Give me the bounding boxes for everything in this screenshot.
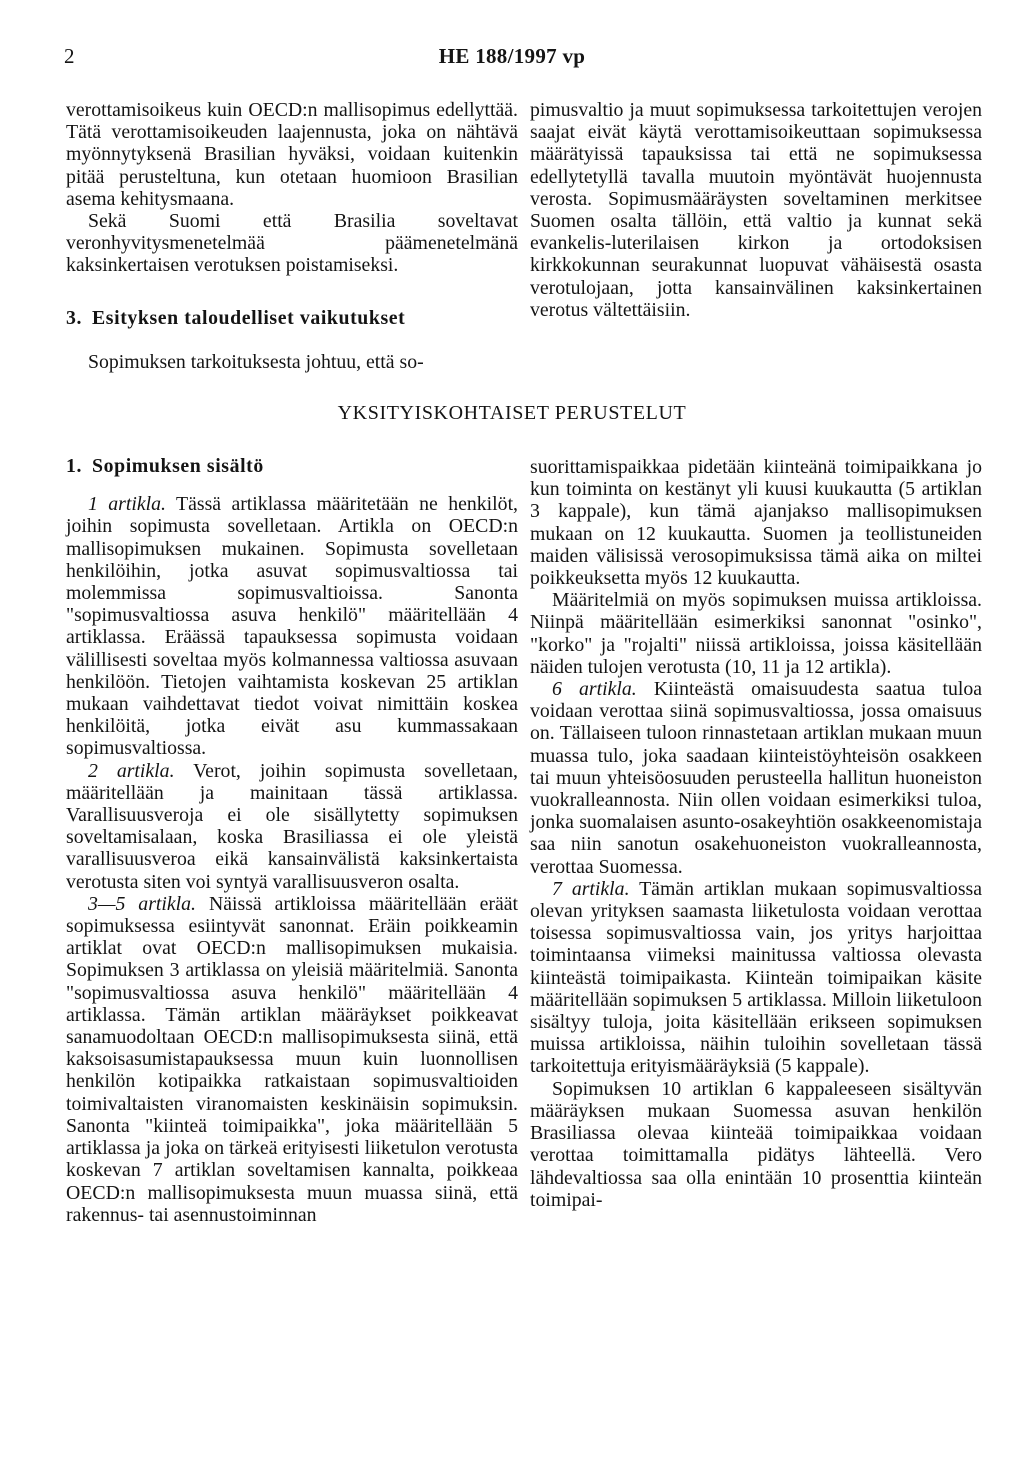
paragraph: pimusvaltio ja muut sopimuksessa tarkoitettujen verojen saajat eivät käytä verottamisoikeuttaan sopimuksessa määrätyissä tapauksissa tai että ne sopimuksessa edellytetyllä tavalla muutoin myöntävät huojennusta verosta. Sopimusmääräysten soveltaminen merkitsee Suomen osalta tällöin, että valtio ja kunnat sekä evankelis-luterilaisen kirkon ja ortodoksisen kirkkokunnan seurakunnat luopuvat vähäisestä osasta verotulojaan, jotta kansainvälinen kaksinkertainen verotus vältettäisiin. (530, 99, 982, 321)
article-text: Tässä artiklassa määritetään ne henkilöt, joihin sopimusta sovelletaan. Artikla on OECD:n mallisopimuksen mukainen. Sopimusta sovelletaan henkilöihin, jotka asuvat sopimusvaltiossa tai molemmissa sopimusvaltioissa. Sanonta "sopimusvaltiossa asuva henkilö" määritellään 4 artiklassa. Eräässä tapauksessa sopimusta voidaan välillisesti soveltaa myös kolmannessa valtiossa asuvaan henkilöön. Tietojen vaihtamista koskevan 25 artiklan mukaan vaihdettavat tiedot voivat nimittäin koskea henkilöitä, jotka eivät asu kummassakaan sopimusvaltiossa. (66, 493, 519, 760)
article-paragraph (66, 493, 518, 759)
article-label: 3—5 artikla. (88, 892, 197, 915)
bottom-left-column (66, 455, 518, 1226)
top-left-column (66, 99, 518, 373)
document-header: HE 188/1997 vp (438, 44, 586, 68)
paragraph: verottamisoikeus kuin OECD:n mallisopimus edellyttää. Tätä verottamisoikeuden laajennusta, joka on nähtävä myönnytyksenä Brasilian hyväksi, voidaan kuitenkin pitää perusteltuna, kun otetaan huomioon Brasilian asema kehitysmaana. (66, 99, 518, 210)
paragraph: Määritelmiä on myös sopimuksen muissa artikloissa. Niinpä määritellään esimerkiksi sanonnat "osinko", "korko" ja "rojalti" niissä artikloissa, joissa käsitellään näiden tulojen verotusta (10, 11 ja 12 artikla). (530, 589, 982, 678)
paragraph: Sopimuksen tarkoituksesta johtuu, että so- (88, 350, 424, 373)
article-paragraph (66, 760, 518, 893)
article-label: 7 artikla. (552, 877, 630, 900)
article-text: Näissä artikloissa määritellään eräät sopimuksessa esiintyvät sanonnat. Eräin poikkeamin artiklat ovat OECD:n mallisopimuksen mukaisia. Sopimuksen 3 artiklassa on yleisiä määritelmiä. Sanonta "sopimusvaltiossa asuva henkilö" määritellään 4 artiklassa. Tämän artiklan määräykset poikkeavat sanamuodoltaan OECD:n mallisopimuksesta siinä, että kaksoisasumistapauksessa muun kuin luonnollisen henkilön kotipaikka ratkaistaan sopimusvaltioiden toimivaltaisten viranomaisten keskinäisin sopimuksin. Sanonta "kiinteä toimipaikka", joka määritellään 5 artiklassa ja joka on tärkeä erityisesti liiketulon verotusta koskevan 7 artiklan soveltamisen kannalta, poikkeaa OECD:n mallisopimuksesta muun muassa siinä, että rakennus- tai asennustoiminnan (66, 892, 518, 1226)
article-text: Kiinteästä omaisuudesta saatua tuloa voidaan verottaa siinä sopimusvaltiossa, jossa omaisuus on. Tällaiseen tuloon rinnastetaan artiklan mukaan muun muassa tulo, joka saadaan kiinteistöyhteisön osakkeen tai muun yhteisöosuuden perusteella hallitun huoneiston vuokralleannosta. Niin ollen voidaan esimerkiksi tuloa, jonka suomalaisen asunto-osakeyhtiön osakkeenomistaja saa niin sanotun osakehuoneiston vuokralleannosta, verottaa Suomessa. (530, 678, 982, 878)
article-paragraph (530, 878, 982, 1078)
paragraph: Sekä Suomi että Brasilia soveltavat veronhyvitysmenetelmää päämenetelmänä kaksinkertaisen verotuksen poistamiseksi. (66, 210, 518, 277)
article-text: Tämän artiklan mukaan sopimusvaltiossa olevan yrityksen saamasta liiketulosta voidaan verottaa toisessa sopimusvaltiossa vain, jos yritys harjoittaa toimintaansa viimeksi mainitussa valtiossa olevasta kiinteästä toimipaikasta. Kiinteän toimipaikan käsite määritellään sopimuksen 5 artiklassa. Milloin liiketuloon sisältyy tuloja, joita käsitellään erikseen sopimuksen muissa artikloissa, näihin tuloihin sovelletaan tässä tarkoitettuja erityismääräyksiä (5 kappale). (530, 877, 982, 1078)
article-paragraph (66, 893, 518, 1226)
article-text: Verot, joihin sopimusta sovelletaan, määritellään ja mainitaan tässä artiklassa. Varallisuusveroja ei ole sisällytetty sopimuksen soveltamisalaan, koska Brasiliassa ei ole yleistä varallisuusveroa eikä kansainvälistä kaksinkertaista verotusta siten voi syntyä varallisuusveron osalta. (66, 759, 518, 893)
article-paragraph (530, 678, 982, 878)
page-number: 2 (64, 44, 75, 68)
paragraph: suorittamispaikkaa pidetään kiinteänä toimipaikkana jo kun toiminta on kestänyt yli kuusi kuukautta (5 artiklan 3 kappale), kun tämä ajanjakso mallisopimuksen mukaan on 12 kuukautta. Suomen ja teollistuneiden maiden välisissä verosopimuksissa tämä aika on miltei poikkeuksetta myös 12 kuukautta. (530, 456, 982, 590)
section-title: Sopimuksen sisältö (92, 455, 264, 477)
bottom-right-column (530, 456, 982, 1211)
section-heading-1 (66, 455, 518, 477)
section-number: 3. (66, 306, 83, 329)
top-right-column (530, 99, 982, 321)
section-number: 1. (66, 455, 83, 477)
article-label: 1 artikla. (88, 493, 166, 516)
article-label: 2 artikla. (88, 759, 175, 782)
main-title: YKSITYISKOHTAISET PERUSTELUT (337, 402, 687, 424)
paragraph: Sopimuksen 10 artiklan 6 kappaleeseen sisältyvän määräyksen mukaan Suomessa asuvan henkilön Brasiliassa olevaa kiinteää toimipaikkaa voidaan verottaa toimittamalla pidätys lähteellä. Vero lähdevaltiossa saa olla enintään 10 prosenttia kiinteän toimipai- (530, 1077, 982, 1211)
section-heading-3 (66, 307, 518, 329)
section-title: Esityksen taloudelliset vaikutukset (92, 306, 406, 329)
article-label: 6 artikla. (552, 678, 637, 701)
